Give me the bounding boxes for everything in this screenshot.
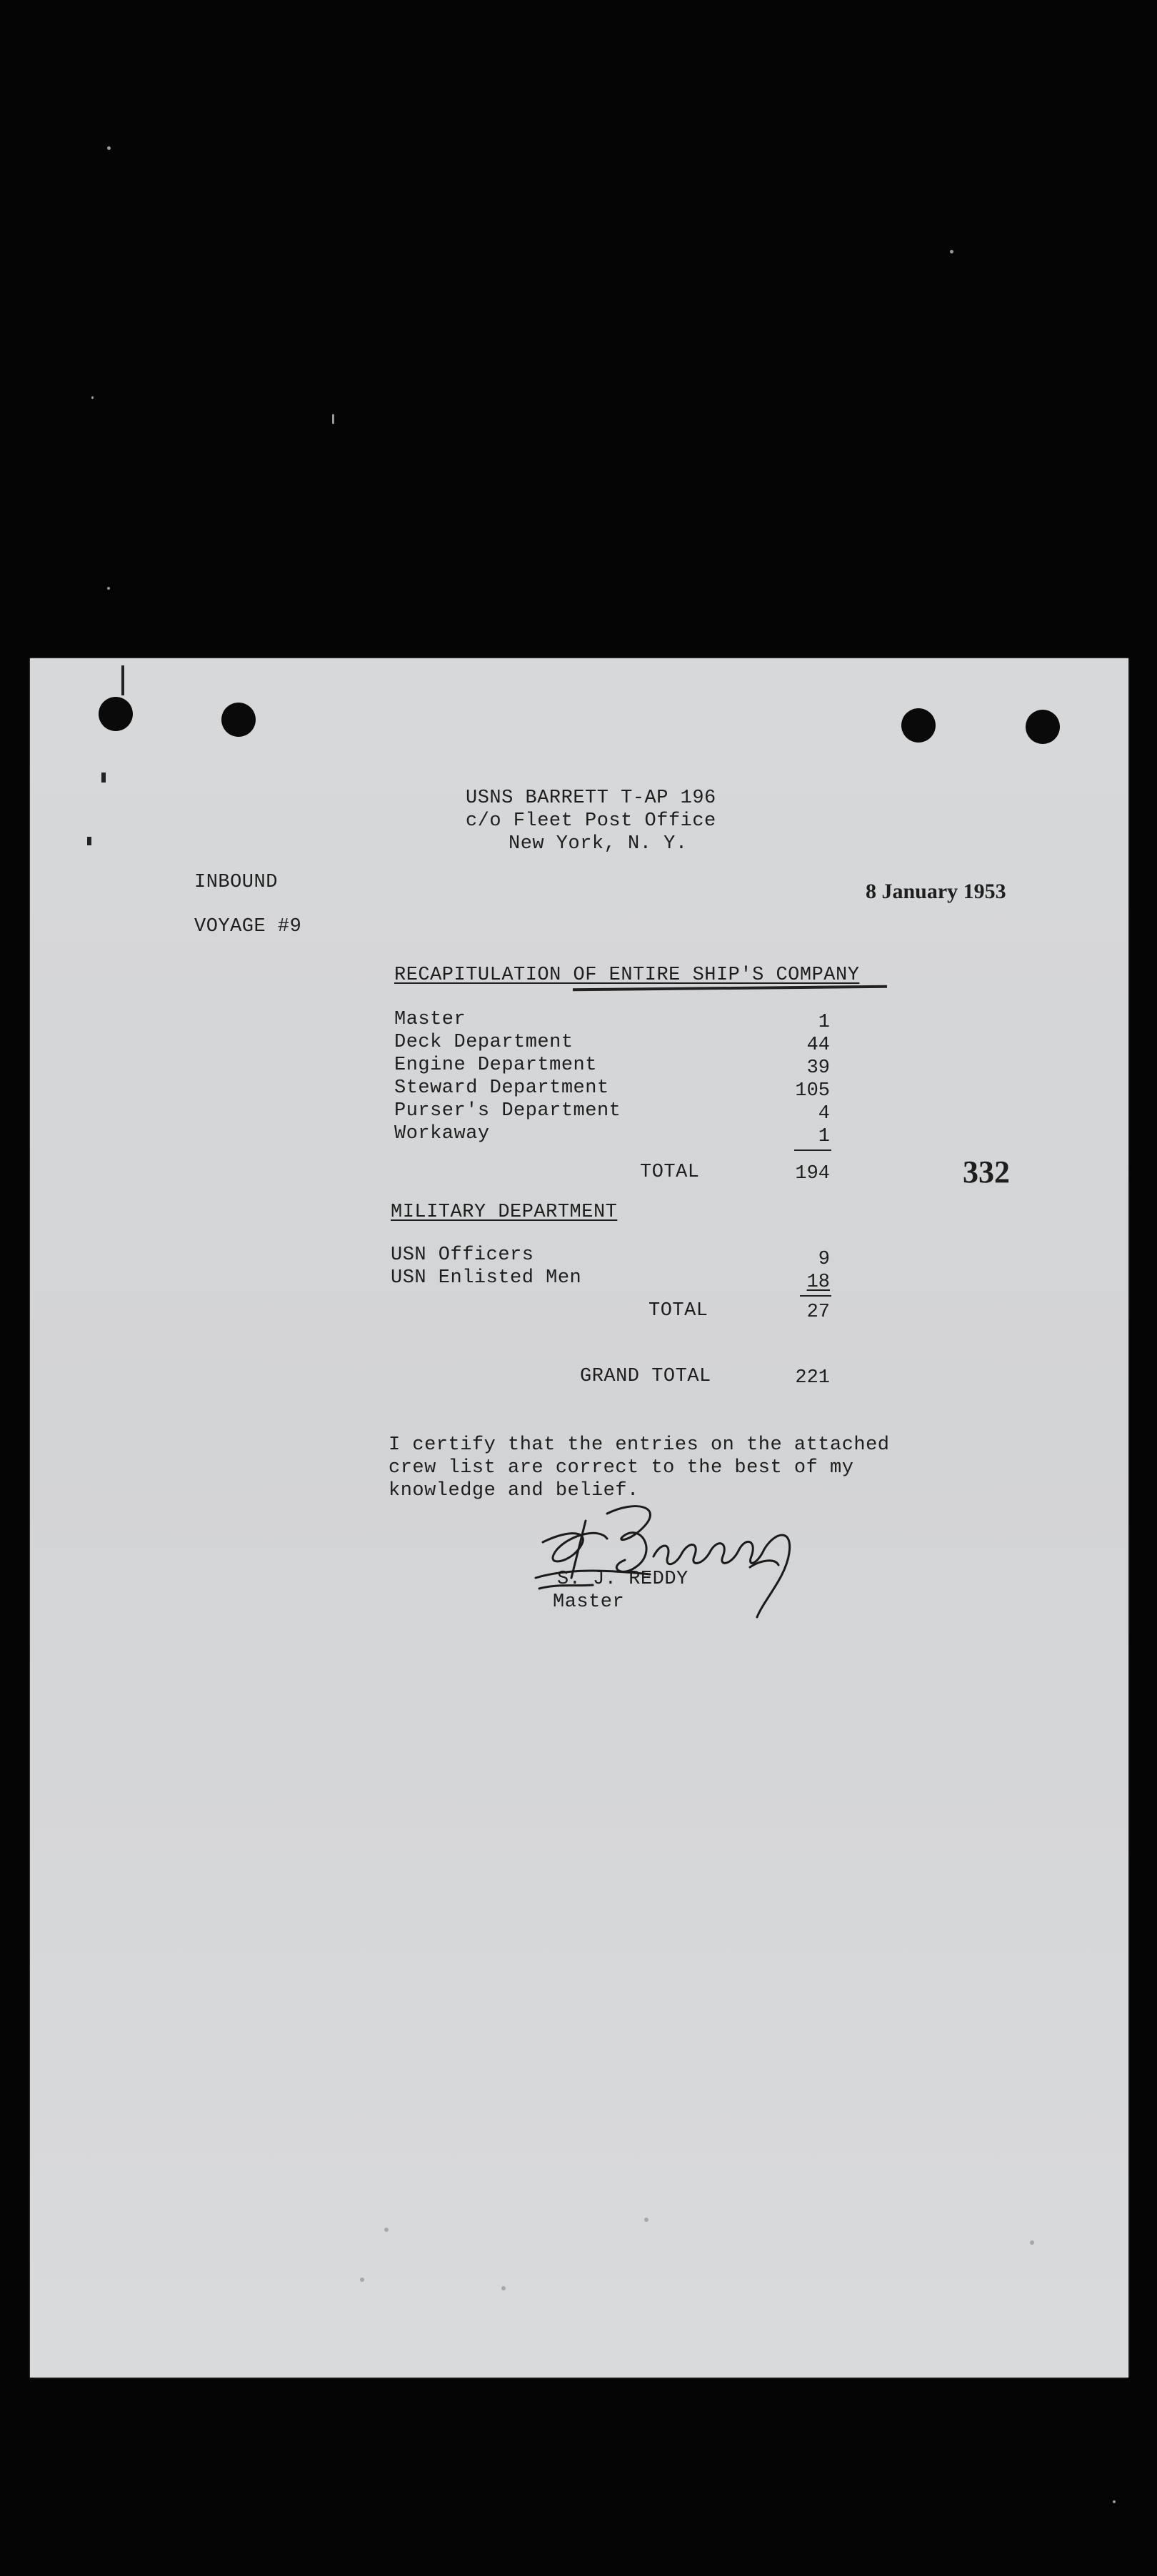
tear-mark <box>101 773 106 783</box>
recap-row-label: Purser's Department <box>394 1100 621 1122</box>
recap-row-value: 1 <box>818 1012 830 1033</box>
certification-line: I certify that the entries on the attached <box>389 1434 890 1456</box>
paper-speck <box>644 2218 648 2222</box>
recap-row-value: 1 <box>818 1126 830 1147</box>
dust-speck <box>91 396 94 399</box>
dust-speck <box>332 414 334 424</box>
certification-line: knowledge and belief. <box>389 1480 639 1501</box>
dust-speck <box>1113 2500 1116 2503</box>
grand-total-value: 221 <box>795 1367 830 1389</box>
recap-row-label: Workaway <box>394 1123 490 1144</box>
document-date: 8 January 1953 <box>866 880 1006 903</box>
military-total-label: TOTAL <box>648 1300 708 1322</box>
military-row-label: USN Officers <box>391 1244 534 1266</box>
paper-speck <box>384 2228 389 2232</box>
page-number: 332 <box>963 1154 1010 1189</box>
letterhead-address-2: New York, N. Y. <box>509 833 688 855</box>
recap-row-label: Engine Department <box>394 1055 597 1076</box>
military-row-value: 18 <box>806 1272 830 1293</box>
recap-row-value: 4 <box>818 1103 830 1125</box>
recap-row-label: Steward Department <box>394 1077 609 1099</box>
recap-total-label: TOTAL <box>640 1162 700 1183</box>
signatory-title: Master <box>553 1591 625 1613</box>
recap-row-value: 39 <box>806 1057 830 1079</box>
direction-label: INBOUND <box>194 872 278 893</box>
dust-speck <box>950 250 953 253</box>
recap-row-value: 105 <box>795 1080 830 1102</box>
sum-rule <box>800 1295 831 1297</box>
recap-row-label: Deck Department <box>394 1032 574 1053</box>
tear-mark <box>87 837 91 845</box>
voyage-label: VOYAGE #9 <box>194 916 302 937</box>
handwritten-signature <box>529 1499 814 1621</box>
recap-row-value: 44 <box>806 1035 830 1056</box>
signatory-name: S. J. REDDY <box>557 1569 688 1590</box>
recap-row-label: Master <box>394 1009 466 1030</box>
punch-hole <box>1026 710 1060 744</box>
paper-speck <box>1030 2240 1034 2245</box>
military-total-value: 27 <box>806 1302 830 1323</box>
punch-hole <box>99 697 133 731</box>
punch-hole <box>901 708 936 743</box>
paper-speck <box>501 2286 506 2290</box>
paper-speck <box>360 2278 364 2282</box>
military-row-value: 9 <box>818 1249 830 1270</box>
grand-total-label: GRAND TOTAL <box>580 1366 711 1387</box>
military-row-label: USN Enlisted Men <box>391 1267 582 1289</box>
dust-speck <box>107 146 111 150</box>
certification-line: crew list are correct to the best of my <box>389 1457 854 1479</box>
dust-speck <box>107 587 110 590</box>
letterhead-ship: USNS BARRETT T-AP 196 <box>466 788 716 809</box>
sum-rule <box>794 1149 831 1151</box>
tear-mark <box>121 665 124 695</box>
letterhead-address-1: c/o Fleet Post Office <box>466 810 716 832</box>
punch-hole <box>221 703 256 737</box>
recap-heading: RECAPITULATION OF ENTIRE SHIP'S COMPANY <box>394 965 860 986</box>
recap-total-value: 194 <box>795 1163 830 1184</box>
military-heading: MILITARY DEPARTMENT <box>391 1202 618 1223</box>
